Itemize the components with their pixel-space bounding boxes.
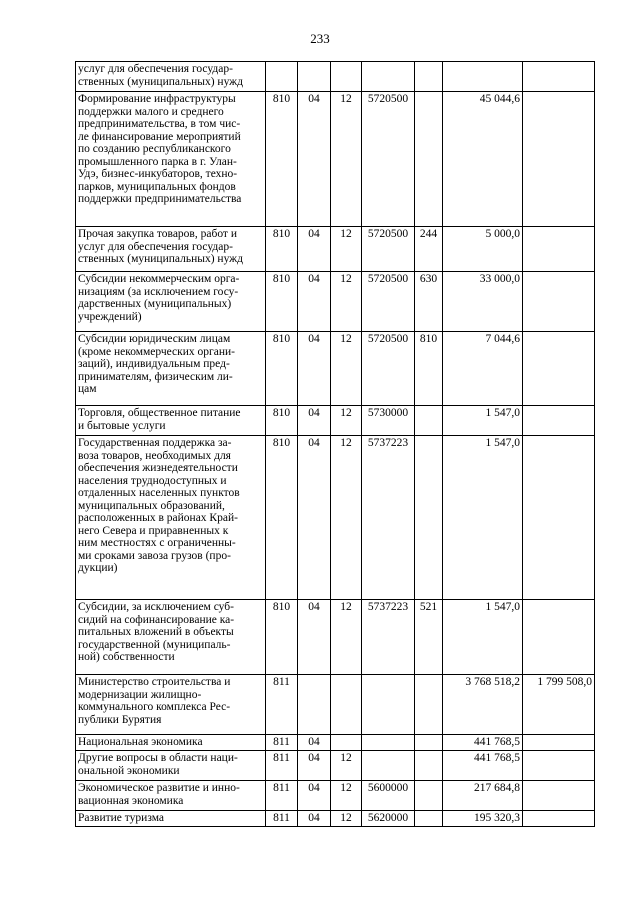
cell-amount: 5 000,0 bbox=[443, 227, 523, 272]
cell-subsection-code bbox=[331, 675, 362, 735]
cell-section-code: 04 bbox=[298, 436, 331, 600]
table-row bbox=[76, 92, 595, 227]
cell-amount-secondary bbox=[523, 92, 595, 227]
cell-expense-type: 630 bbox=[415, 272, 443, 332]
cell-description: Формирование инфраструктуры поддержки малого и среднего предпринимательства, в том чис- ле финансирование мероприятий по созданию республиканского промышленного парка в г. Улан- Удэ, бизнес-инкубаторов, техно- парков, муниципальных фондов поддержки предпринимательства bbox=[76, 92, 266, 227]
cell-section-code: 04 bbox=[298, 272, 331, 332]
cell-ministry-code: 810 bbox=[266, 92, 298, 227]
cell-subsection-code: 12 bbox=[331, 436, 362, 600]
cell-target-article: 5730000 bbox=[362, 406, 415, 436]
table-row bbox=[76, 436, 595, 600]
cell-section-code: 04 bbox=[298, 735, 331, 751]
cell-target-article: 5600000 bbox=[362, 781, 415, 811]
cell-ministry-code: 810 bbox=[266, 406, 298, 436]
cell-amount: 1 547,0 bbox=[443, 436, 523, 600]
cell-section-code bbox=[298, 62, 331, 92]
cell-amount bbox=[443, 62, 523, 92]
table-row bbox=[76, 406, 595, 436]
cell-amount-secondary bbox=[523, 600, 595, 675]
cell-subsection-code: 12 bbox=[331, 92, 362, 227]
table-row bbox=[76, 781, 595, 811]
cell-section-code: 04 bbox=[298, 227, 331, 272]
cell-section-code: 04 bbox=[298, 92, 331, 227]
cell-amount-secondary bbox=[523, 406, 595, 436]
cell-ministry-code: 811 bbox=[266, 735, 298, 751]
cell-amount: 33 000,0 bbox=[443, 272, 523, 332]
table-row bbox=[76, 227, 595, 272]
cell-target-article: 5720500 bbox=[362, 92, 415, 227]
cell-section-code: 04 bbox=[298, 751, 331, 781]
cell-amount-secondary: 1 799 508,0 bbox=[523, 675, 595, 735]
cell-amount: 1 547,0 bbox=[443, 406, 523, 436]
cell-amount-secondary bbox=[523, 436, 595, 600]
page-number: 233 bbox=[310, 31, 330, 46]
cell-description: Субсидии юридическим лицам (кроме некоммерческих органи- заций), индивидуальным пред- принимателям, физическим ли- цам bbox=[76, 332, 266, 406]
cell-expense-type: 521 bbox=[415, 600, 443, 675]
cell-ministry-code: 811 bbox=[266, 675, 298, 735]
cell-target-article: 5620000 bbox=[362, 811, 415, 827]
cell-expense-type: 244 bbox=[415, 227, 443, 272]
table-row bbox=[76, 811, 595, 827]
cell-subsection-code: 12 bbox=[331, 332, 362, 406]
cell-ministry-code bbox=[266, 62, 298, 92]
cell-ministry-code: 810 bbox=[266, 332, 298, 406]
cell-subsection-code: 12 bbox=[331, 811, 362, 827]
cell-amount: 441 768,5 bbox=[443, 735, 523, 751]
cell-description: Министерство строительства и модернизации жилищно- коммунального комплекса Рес- публики Бурятия bbox=[76, 675, 266, 735]
cell-subsection-code: 12 bbox=[331, 406, 362, 436]
cell-amount-secondary bbox=[523, 735, 595, 751]
cell-ministry-code: 810 bbox=[266, 227, 298, 272]
cell-expense-type bbox=[415, 92, 443, 227]
cell-description: Торговля, общественное питание и бытовые услуги bbox=[76, 406, 266, 436]
cell-expense-type: 810 bbox=[415, 332, 443, 406]
cell-expense-type bbox=[415, 406, 443, 436]
cell-target-article bbox=[362, 62, 415, 92]
table-row bbox=[76, 272, 595, 332]
cell-amount-secondary bbox=[523, 332, 595, 406]
cell-target-article: 5720500 bbox=[362, 332, 415, 406]
cell-target-article: 5720500 bbox=[362, 272, 415, 332]
cell-subsection-code: 12 bbox=[331, 227, 362, 272]
cell-ministry-code: 810 bbox=[266, 600, 298, 675]
table-row bbox=[76, 735, 595, 751]
cell-subsection-code: 12 bbox=[331, 600, 362, 675]
cell-subsection-code bbox=[331, 62, 362, 92]
cell-target-article: 5720500 bbox=[362, 227, 415, 272]
cell-description: Субсидии некоммерческим орга- низациям (за исключением госу- дарственных (муниципальных) учреждений) bbox=[76, 272, 266, 332]
cell-description: Другие вопросы в области наци- ональной экономики bbox=[76, 751, 266, 781]
cell-description: Национальная экономика bbox=[76, 735, 266, 751]
cell-description: Государственная поддержка за- воза товаров, необходимых для обеспечения жизнедеятельности населения труднодоступных и отдаленных населенных пунктов муниципальных образований, расположенных в районах Край- него Севера и приравненных к ним местностях с ограниченны- ми сроками завоза грузов (про- дукции) bbox=[76, 436, 266, 600]
cell-section-code bbox=[298, 675, 331, 735]
cell-ministry-code: 810 bbox=[266, 272, 298, 332]
cell-target-article: 5737223 bbox=[362, 600, 415, 675]
table-row bbox=[76, 332, 595, 406]
cell-amount-secondary bbox=[523, 62, 595, 92]
cell-target-article bbox=[362, 751, 415, 781]
cell-amount: 217 684,8 bbox=[443, 781, 523, 811]
cell-ministry-code: 810 bbox=[266, 436, 298, 600]
cell-description: Развитие туризма bbox=[76, 811, 266, 827]
cell-section-code: 04 bbox=[298, 332, 331, 406]
cell-description: Прочая закупка товаров, работ и услуг для обеспечения государ- ственных (муниципальных) нужд bbox=[76, 227, 266, 272]
cell-expense-type bbox=[415, 735, 443, 751]
budget-table bbox=[75, 61, 595, 827]
cell-ministry-code: 811 bbox=[266, 781, 298, 811]
cell-target-article bbox=[362, 735, 415, 751]
cell-amount: 441 768,5 bbox=[443, 751, 523, 781]
cell-expense-type bbox=[415, 811, 443, 827]
cell-expense-type bbox=[415, 62, 443, 92]
cell-description: Субсидии, за исключением суб- сидий на софинансирование ка- питальных вложений в объекты государственной (муниципаль- ной) собственности bbox=[76, 600, 266, 675]
cell-amount: 45 044,6 bbox=[443, 92, 523, 227]
cell-ministry-code: 811 bbox=[266, 811, 298, 827]
cell-expense-type bbox=[415, 751, 443, 781]
cell-amount: 3 768 518,2 bbox=[443, 675, 523, 735]
cell-amount: 7 044,6 bbox=[443, 332, 523, 406]
table-row bbox=[76, 675, 595, 735]
cell-description: услуг для обеспечения государ- ственных (муниципальных) нужд bbox=[76, 62, 266, 92]
cell-expense-type bbox=[415, 675, 443, 735]
cell-amount-secondary bbox=[523, 781, 595, 811]
cell-subsection-code bbox=[331, 735, 362, 751]
cell-expense-type bbox=[415, 436, 443, 600]
cell-amount-secondary bbox=[523, 227, 595, 272]
cell-amount-secondary bbox=[523, 811, 595, 827]
cell-amount: 195 320,3 bbox=[443, 811, 523, 827]
cell-target-article bbox=[362, 675, 415, 735]
cell-amount-secondary bbox=[523, 751, 595, 781]
cell-subsection-code: 12 bbox=[331, 751, 362, 781]
cell-target-article: 5737223 bbox=[362, 436, 415, 600]
cell-subsection-code: 12 bbox=[331, 781, 362, 811]
table-row bbox=[76, 62, 595, 92]
cell-amount-secondary bbox=[523, 272, 595, 332]
cell-section-code: 04 bbox=[298, 600, 331, 675]
cell-section-code: 04 bbox=[298, 406, 331, 436]
table-row bbox=[76, 751, 595, 781]
cell-subsection-code: 12 bbox=[331, 272, 362, 332]
cell-amount: 1 547,0 bbox=[443, 600, 523, 675]
cell-ministry-code: 811 bbox=[266, 751, 298, 781]
table-row bbox=[76, 600, 595, 675]
cell-section-code: 04 bbox=[298, 781, 331, 811]
cell-section-code: 04 bbox=[298, 811, 331, 827]
cell-expense-type bbox=[415, 781, 443, 811]
cell-description: Экономическое развитие и инно- вационная экономика bbox=[76, 781, 266, 811]
